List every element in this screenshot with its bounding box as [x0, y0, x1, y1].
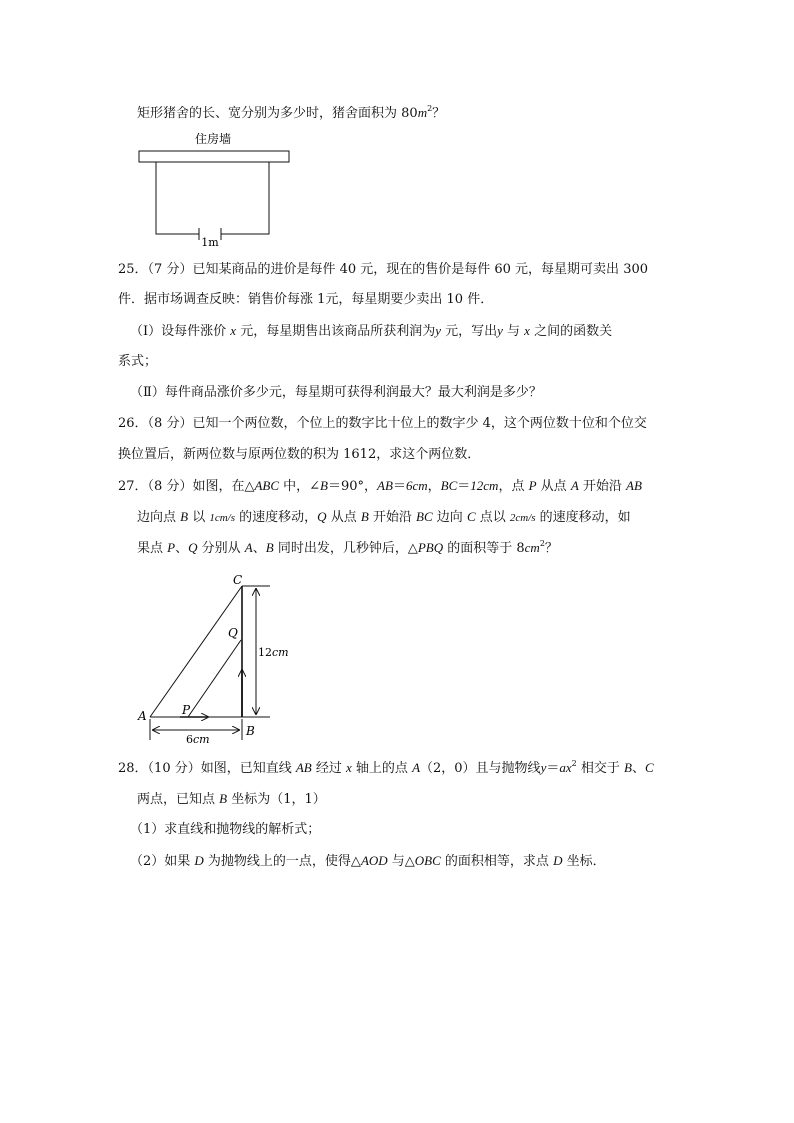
label-a: A [138, 709, 147, 723]
q27-line-3: 果点 P、Q 分别从 A、B 同时出发，几秒钟后，△PBQ 的面积等于 $8cm^2$？ [137, 539, 558, 556]
label-12cm-unit: cm [272, 646, 289, 659]
pen-fence [156, 162, 199, 234]
label-6cm-num: 6 [186, 733, 193, 746]
q28-line-4: （2）如果 D 为抛物线上的一点，使得△AOD 与△OBC 的面积相等，求点 D 坐标． [130, 853, 606, 869]
label-b: B [246, 724, 255, 738]
side-ac [150, 586, 242, 717]
label-p: P [182, 703, 191, 717]
q25-line-1: 25．（7 分）已知某商品的进价是每件 40 元，现在的售价是每件 60 元，每星期可卖出 300 [118, 262, 649, 277]
q25-line-5: （Ⅱ）每件商品涨价多少元，每星期可获得利润最大？最大利润是多少？ [130, 385, 542, 400]
label-q: Q [228, 626, 238, 640]
triangle-figure [130, 568, 300, 746]
q26-line-2: 换位置后，新两位数与原两位数的积为 1612，求这个两位数． [118, 447, 481, 462]
gap-label: 1m [201, 236, 219, 249]
house-wall [139, 151, 289, 162]
q28-line-3: （1）求直线和抛物线的解析式； [130, 822, 321, 837]
label-6cm-unit: cm [193, 733, 210, 746]
wall-label: 住房墙 [194, 132, 232, 146]
label-c: C [233, 573, 243, 587]
q27-line-2: 边向点 B 以 1cm/s 的速度移动，Q 从点 B 开始沿 BC 边向 C 点以 2cm/s 的速度移动，如 [137, 509, 631, 525]
q26-line-1: 26．（8 分）已知一个两位数，个位上的数字比十位上的数字少 4，这个两位数十位和个位交 [118, 416, 647, 431]
q25-line-4: 系式； [118, 354, 158, 369]
q28-line-1: 28．（10 分）如图，已知直线 AB 经过 x 轴上的点 A（2，0）且与抛物线$y=ax^2$ 相交于 B、C [118, 759, 654, 776]
q27-line-1: 27．（8 分）如图，在△ABC 中，∠B＝90°，AB＝6cm，BC＝12cm，点 P 从点 A 开始沿 AB [118, 478, 642, 494]
label-6cm [186, 733, 210, 746]
label-12cm [258, 646, 289, 659]
q25-line-2: 件．据市场调查反映：销售价每涨 1元，每星期要少卖出 10 件． [118, 292, 494, 307]
q28-line-2: 两点，已知点 B 坐标为（1，1） [137, 791, 326, 807]
pigpen-figure [130, 128, 300, 250]
q25-line-3: （Ⅰ）设每件涨价 x 元，每星期售出该商品所获利润为y 元，写出y 与 x 之间的函数关 [130, 323, 613, 339]
q24-text-line: 矩形猪舍的长、宽分别为多少时，猪舍面积为 $80m^2$？ [137, 104, 446, 121]
label-12cm-num: 12 [258, 646, 272, 659]
pen-fence-right [221, 162, 269, 234]
